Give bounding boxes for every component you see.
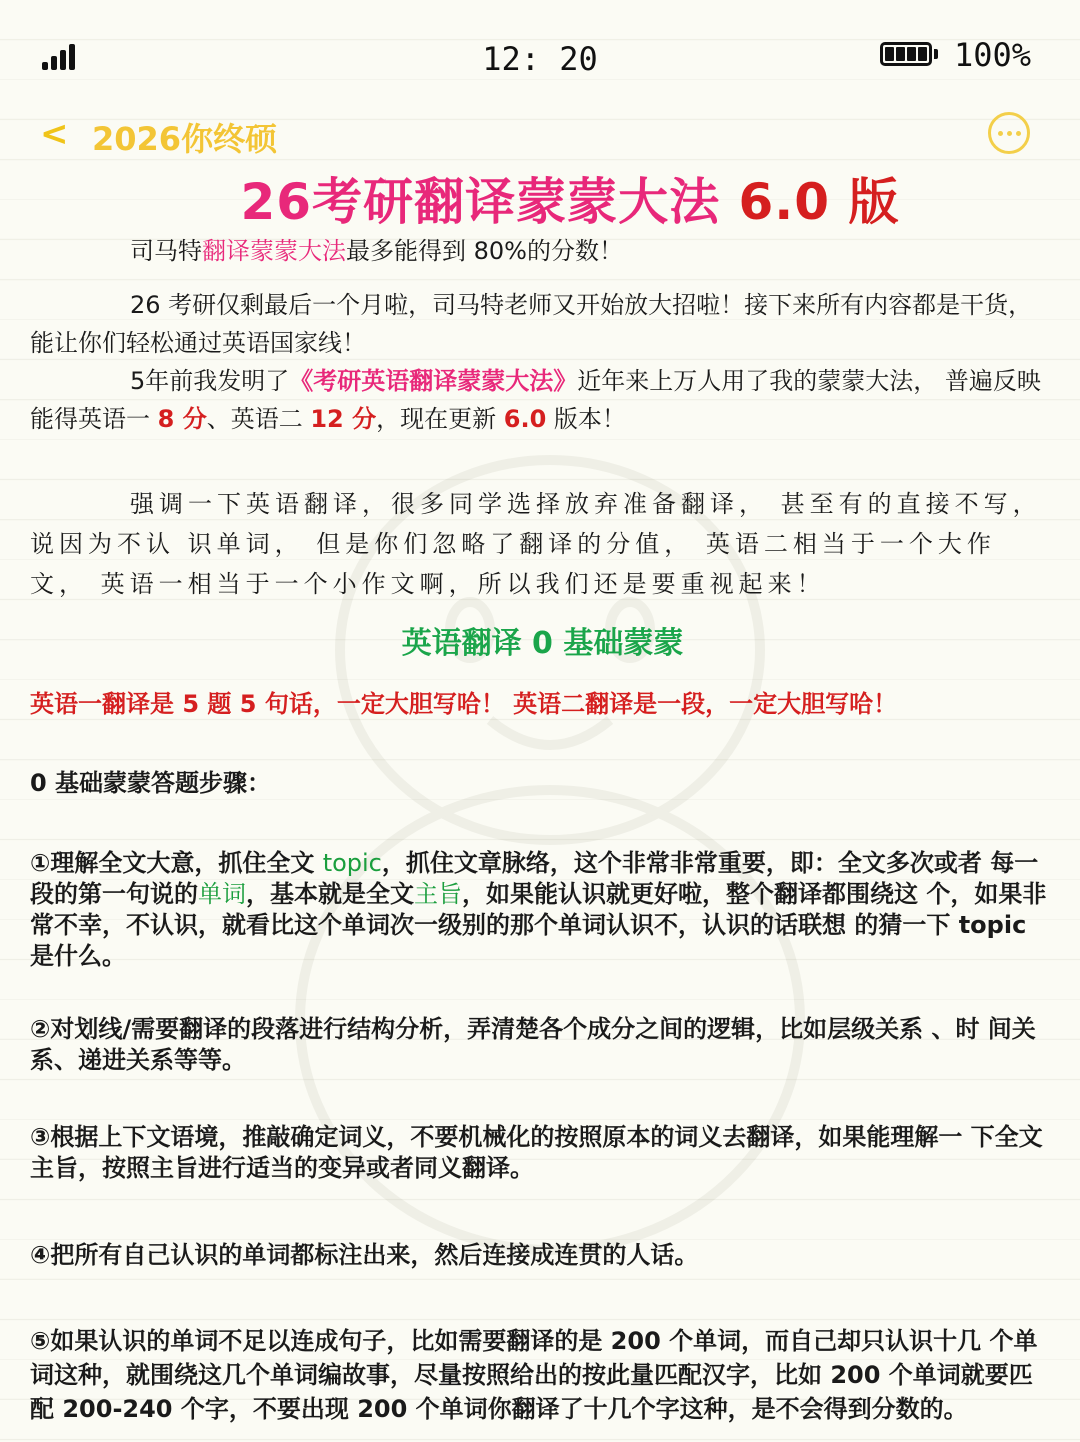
paragraph-3 [30,362,1050,438]
step1-topic: topic [322,849,382,877]
battery-tip [934,49,938,59]
p1-highlight: 翻译蒙蒙大法 [202,237,346,265]
p3-score-2: 12 分 [310,405,377,433]
intro-paragraph [30,232,1080,270]
title-version: 6.0 版 [738,173,900,231]
step1-a: ①理解全文大意，抓住全文 [30,849,323,877]
nav-title: 2026你终硕 [92,120,278,158]
p3-score-1: 8 分 [157,405,207,433]
step1-theme: 主旨 [414,880,462,908]
p3-i: 版本！ [546,405,626,433]
p3-book-title: 《考研英语翻译蒙蒙大法》 [289,367,578,395]
back-chevron-icon[interactable]: < [40,114,69,154]
p3-a: 5年前我发明了 [130,367,290,395]
more-options-icon[interactable] [988,112,1030,154]
battery-percentage: 100% [954,36,1032,74]
step-4: ④把所有自己认识的单词都标注出来，然后连接成连贯的人话。 [30,1241,699,1269]
p3-version: 6.0 [503,405,547,433]
paragraph-2: 26 考研仅剩最后一个月啦，司马特老师又开始放大招啦！接下来所有内容都是干货， 能让你们轻松通过英语国家线！ [30,291,1033,357]
battery-icon [880,42,932,66]
p3-c: 近年来上万人用了我的蒙蒙大法， 普遍反映能得英语一 [30,367,1041,433]
step-1 [30,848,1050,972]
step-5: ⑤如果认识的单词不足以连成句子，比如需要翻译的是 200 个单词，而自己却只认识十几 个单词这种，就围绕这几个单词编故事，尽量按照给出的按此量匹配汉字，比如 200 个单词就要匹配 200-240 个字，不要出现 200 个单词你翻译了十几个字这种，是不会得到分数的。 [30,1327,1038,1423]
page-title [0,162,1080,234]
step-2: ②对划线/需要翻译的段落进行结构分析，弄清楚各个成分之间的逻辑，比如层级关系 、时 间关系、递进关系等等。 [30,1015,1036,1074]
step1-g: ，如果能认识就更好啦，整个翻译都围绕这 个，如果非常不幸，不认识，就看比这个单词次一级别的那个单词认识不，认识的话联想 的猜一下 topic 是什么。 [30,880,1047,970]
step1-word: 单词 [198,880,246,908]
step1-c: ，抓住文章脉络，这个非常非常重要，即：全文多次或者 每一段的第一句说的 [30,849,1039,908]
paragraph-4: 强调一下英语翻译，很多同学选择放弃准备翻译， 甚至有的直接不写， 说因为不认 识单词， 但是你们忽略了翻译的分值， 英语二相当于一个大作文， 英语一相当于一个小作文啊，所以我们还是要重视起来！ [30,490,1042,598]
p1-a: 司马特 [130,237,202,265]
status-time: 12: 20 [482,40,598,78]
p1-c: 最多能得到 80%的分数！ [346,237,623,265]
p3-g: ，现在更新 [376,405,504,433]
p3-e: 、英语二 [206,405,311,433]
title-main: 26考研翻译蒙蒙大法 [240,173,721,231]
translation-note: 英语一翻译是 5 题 5 句话，一定大胆写哈！ 英语二翻译是一段，一定大胆写哈！ [30,690,898,718]
steps-title: 0 基础蒙蒙答题步骤： [30,769,272,797]
step-3: ③根据上下文语境，推敲确定词义，不要机械化的按照原本的词义去翻译，如果能理解一 下全文主旨，按照主旨进行适当的变异或者同义翻译。 [30,1123,1043,1182]
step1-e: ，基本就是全文 [246,880,414,908]
section-heading: 英语翻译 0 基础蒙蒙 [401,626,684,661]
